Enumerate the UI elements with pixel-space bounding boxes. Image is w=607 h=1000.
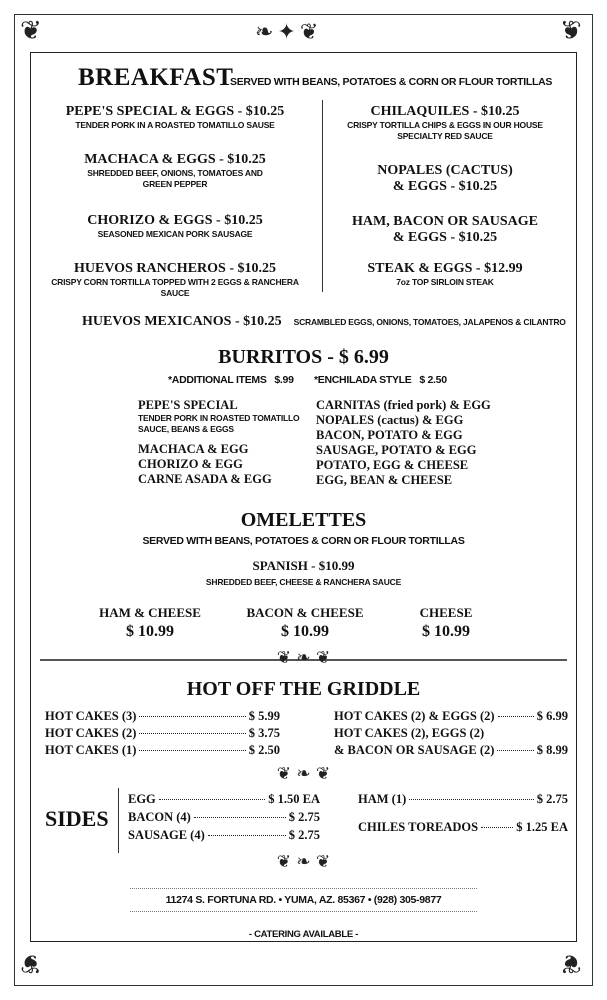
leader-dots <box>498 716 534 717</box>
breakfast-item <box>330 104 560 142</box>
burrito-item: EGG, BEAN & CHEESE <box>316 473 453 487</box>
scroll-ornament-icon: ❦ ❧ ❦ <box>276 764 331 784</box>
footer-dotted-line <box>130 888 477 889</box>
omelette-price: $ 10.99 <box>126 623 174 640</box>
burrito-item: POTATO, EGG & CHEESE <box>316 458 469 472</box>
leader-dots <box>139 733 245 734</box>
item-price: $ 3.75 <box>248 726 280 740</box>
leader-dots <box>194 817 286 818</box>
item-name: BACON (4) <box>128 810 191 824</box>
side-item <box>128 792 320 807</box>
corner-ornament-icon: ❦ <box>560 948 582 978</box>
corner-ornament-icon: ❦ <box>20 948 42 978</box>
side-item <box>128 810 320 825</box>
burrito-item: CHORIZO & EGG <box>138 457 243 471</box>
column-divider <box>322 100 323 292</box>
item-desc: SPECIALTY RED SAUCE <box>397 131 493 141</box>
omelette-price: $ 10.99 <box>422 623 470 640</box>
breakfast-title: BREAKFAST <box>78 64 234 91</box>
item-name: CHORIZO & EGGS - $10.25 <box>87 213 263 228</box>
item-price: $ 5.99 <box>248 709 280 723</box>
sides-title: SIDES <box>45 806 109 831</box>
omelette-name: CHEESE <box>419 605 473 620</box>
footer-dotted-line <box>130 911 477 912</box>
burritos-note: *ADDITIONAL ITEMS $.99 <box>168 374 294 386</box>
item-name: HOT CAKES (3) <box>45 709 137 723</box>
burritos-note: *ENCHILADA STYLE $ 2.50 <box>314 374 447 386</box>
leader-dots <box>409 799 534 800</box>
item-name: NOPALES (CACTUS) <box>377 163 513 178</box>
item-name: & EGGS - $10.25 <box>392 179 498 194</box>
item-price: $ 8.99 <box>536 743 568 757</box>
item-name: HAM, BACON OR SAUSAGE <box>352 214 538 229</box>
item-name: HOT CAKES (2) & EGGS (2) <box>334 709 495 723</box>
burrito-item: NOPALES (cactus) & EGG <box>316 413 464 427</box>
leader-dots <box>497 750 533 751</box>
burrito-item: SAUSAGE, POTATO & EGG <box>316 443 477 457</box>
item-desc: SCRAMBLED EGGS, ONIONS, TOMATOES, JALAPENOS & CILANTRO <box>293 317 566 327</box>
griddle-item <box>45 709 280 724</box>
top-scroll-ornament-icon: ❧✦❦ <box>255 20 323 45</box>
griddle-title: HOT OFF THE GRIDDLE <box>186 678 421 700</box>
breakfast-subtitle: SERVED WITH BEANS, POTATOES & CORN OR FLOUR TORTILLAS <box>230 76 553 88</box>
corner-ornament-icon: ❦ <box>20 16 42 46</box>
leader-dots <box>139 750 245 751</box>
item-name: CHILES TOREADOS <box>358 820 479 834</box>
breakfast-item <box>36 213 314 240</box>
item-name: EGG <box>128 792 156 806</box>
side-item <box>128 828 320 843</box>
item-name: & EGGS - $10.25 <box>392 230 498 245</box>
item-price: $ 1.25 EA <box>516 820 568 834</box>
item-desc: TENDER PORK IN A ROASTED TOMATILLO SAUSE <box>75 120 275 130</box>
item-name: HAM (1) <box>358 792 407 806</box>
burritos-left-list <box>138 398 299 487</box>
burrito-item: CARNE ASADA & EGG <box>138 472 272 486</box>
item-name: HOT CAKES (1) <box>45 743 137 757</box>
breakfast-item <box>36 152 314 190</box>
item-name: SAUSAGE (4) <box>128 828 205 842</box>
item-name: HUEVOS RANCHEROS - $10.25 <box>74 261 276 276</box>
catering-note: - CATERING AVAILABLE - <box>248 929 359 940</box>
omelette-spanish: SPANISH - $10.99 <box>252 558 355 573</box>
side-item <box>358 820 568 835</box>
item-name: HOT CAKES (2), EGGS (2) <box>334 726 485 740</box>
burritos-right-list <box>316 398 491 488</box>
side-item <box>358 792 568 807</box>
burrito-item: CARNITAS (fried pork) & EGG <box>316 398 491 412</box>
corner-ornament-icon: ❦ <box>560 16 582 46</box>
griddle-item <box>334 743 568 758</box>
item-desc: SEASONED MEXICAN PORK SAUSAGE <box>97 229 253 239</box>
breakfast-item <box>330 163 560 195</box>
item-price: $ 2.50 <box>248 743 280 757</box>
footer-address: 11274 S. FORTUNA RD. • YUMA, AZ. 85367 • (928) 305-9877 <box>165 894 442 906</box>
omelettes-subtitle: SERVED WITH BEANS, POTATOES & CORN OR FLOUR TORTILLAS <box>142 535 465 547</box>
omelettes-title: OMELETTES <box>240 509 367 531</box>
breakfast-item <box>36 261 314 299</box>
burrito-item: MACHACA & EGG <box>138 442 249 456</box>
item-name: HUEVOS MEXICANOS - $10.25 <box>82 314 282 329</box>
omelette-item <box>235 605 375 641</box>
item-name: PEPE'S SPECIAL & EGGS - $10.25 <box>65 104 285 119</box>
griddle-item <box>45 743 280 758</box>
item-name: MACHACA & EGGS - $10.25 <box>84 152 266 167</box>
omelette-item <box>80 605 220 641</box>
item-name: CHILAQUILES - $10.25 <box>370 104 520 119</box>
item-price: $ 6.99 <box>536 709 568 723</box>
burrito-desc: SAUCE, BEANS & EGGS <box>138 424 234 434</box>
item-name: STEAK & EGGS - $12.99 <box>367 261 523 276</box>
breakfast-item <box>36 104 314 131</box>
item-price: $ 2.75 <box>288 810 320 824</box>
griddle-item <box>334 709 568 724</box>
burrito-item: BACON, POTATO & EGG <box>316 428 463 442</box>
item-price: $ 2.75 <box>288 828 320 842</box>
scroll-ornament-icon: ❦ ❧ ❦ <box>276 852 331 872</box>
leader-dots <box>159 799 265 800</box>
omelette-spanish-desc: SHREDDED BEEF, CHEESE & RANCHERA SAUCE <box>205 577 402 587</box>
burrito-desc: TENDER PORK IN ROASTED TOMATILLO <box>138 413 300 423</box>
item-desc: CRISPY CORN TORTILLA TOPPED WITH 2 EGGS & RANCHERA SAUCE <box>51 277 299 298</box>
item-price: $ 1.50 EA <box>268 792 320 806</box>
breakfast-item <box>330 214 560 246</box>
item-price: $ 2.75 <box>536 792 568 806</box>
item-desc: 7oz TOP SIRLOIN STEAK <box>396 277 494 287</box>
breakfast-item <box>82 312 566 330</box>
item-desc: SHREDDED BEEF, ONIONS, TOMATOES AND <box>87 168 263 178</box>
scroll-ornament-icon: ❦ ❧ ❦ <box>276 648 331 668</box>
item-name: HOT CAKES (2) <box>45 726 137 740</box>
item-name: & BACON OR SAUSAGE (2) <box>334 743 495 757</box>
omelette-price: $ 10.99 <box>281 623 329 640</box>
breakfast-item <box>330 261 560 288</box>
item-desc: CRISPY TORTILLA CHIPS & EGGS IN OUR HOUSE <box>347 120 543 130</box>
omelette-name: HAM & CHEESE <box>99 605 201 620</box>
omelette-name: BACON & CHEESE <box>246 605 364 620</box>
sides-divider <box>118 788 119 853</box>
leader-dots <box>481 827 513 828</box>
item-desc: GREEN PEPPER <box>142 179 208 189</box>
leader-dots <box>139 716 245 717</box>
griddle-item <box>45 726 280 741</box>
burritos-title: BURRITOS - $ 6.99 <box>218 346 389 368</box>
griddle-item-line <box>334 726 568 741</box>
burrito-item: PEPE'S SPECIAL <box>138 398 238 412</box>
omelette-item <box>376 605 516 641</box>
leader-dots <box>208 835 286 836</box>
